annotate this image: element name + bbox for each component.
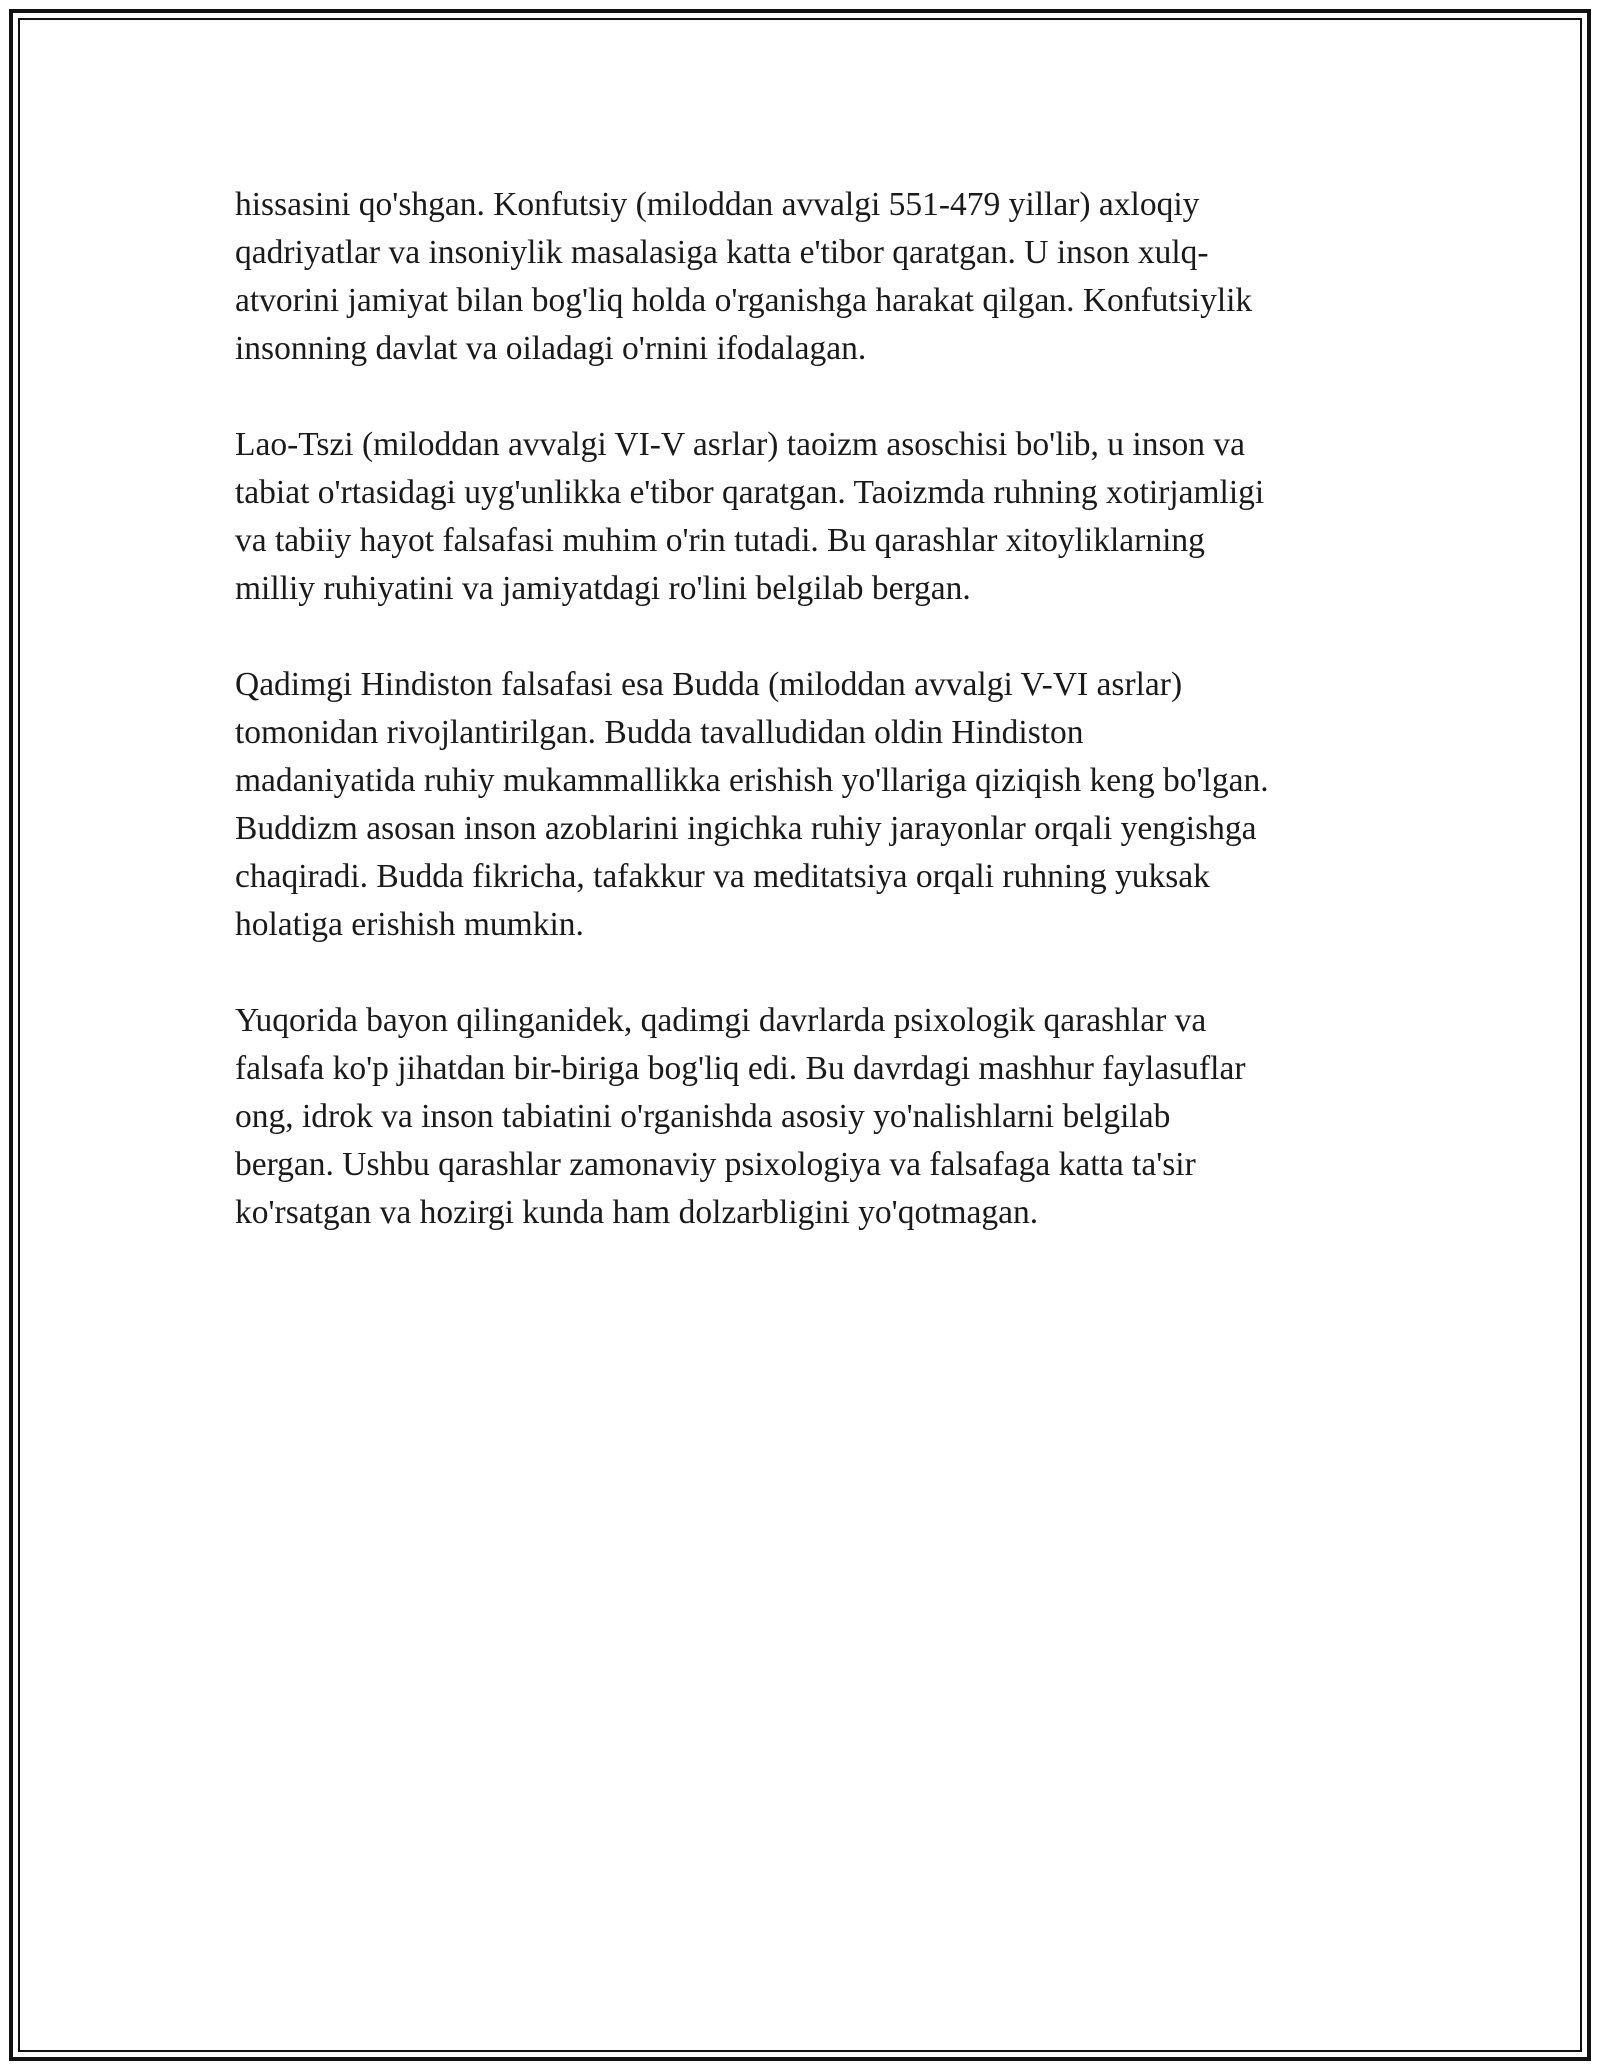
text-line: bergan. Ushbu qarashlar zamonaviy psixologiya va falsafaga katta ta'sir [235,1146,1196,1183]
text-line: ko'rsatgan va hozirgi kunda ham dolzarbligini yo'qotmagan. [235,1194,1039,1231]
text-line: tomonidan rivojlantirilgan. Budda tavalludidan oldin Hindiston [235,714,1084,751]
text-line: falsafa ko'p jihatdan bir-biriga bog'liq edi. Bu davrdagi mashhur faylasuflar [235,1050,1246,1087]
text-line: va tabiiy hayot falsafasi muhim o'rin tutadi. Bu qarashlar xitoyliklarning [235,522,1205,559]
paragraph-conclusion [235,997,1375,1237]
text-line: chaqiradi. Budda fikricha, tafakkur va meditatsiya orqali ruhning yuksak [235,858,1210,895]
text-line: qadriyatlar va insoniylik masalasiga katta e'tibor qaratgan. U inson xulq- [235,234,1209,271]
text-line: atvorini jamiyat bilan bog'liq holda o'rganishga harakat qilgan. Konfutsiylik [235,282,1253,319]
text-line: hissasini qo'shgan. Konfutsiy (miloddan avvalgi 551-479 yillar) axloqiy [235,186,1200,223]
text-line: holatiga erishish mumkin. [235,906,584,943]
text-line: Qadimgi Hindiston falsafasi esa Budda (miloddan avvalgi V-VI asrlar) [235,666,1183,703]
paragraph-budda [235,661,1375,949]
text-line: Buddizm asosan inson azoblarini ingichka ruhiy jarayonlar orqali yengishga [235,810,1257,847]
text-line: milliy ruhiyatini va jamiyatdagi ro'lini belgilab bergan. [235,570,971,607]
text-line: Lao-Tszi (miloddan avvalgi VI-V asrlar) taoizm asoschisi bo'lib, u inson va [235,426,1246,463]
text-line: insonning davlat va oiladagi o'rnini ifodalagan. [235,330,867,367]
paragraph-lao-tszi [235,421,1375,613]
paragraph-konfutsiy [235,181,1375,373]
text-line: tabiat o'rtasidagi uyg'unlikka e'tibor qaratgan. Taoizmda ruhning xotirjamligi [235,474,1265,511]
text-line: madaniyatida ruhiy mukammallikka erishish yo'llariga qiziqish keng bo'lgan. [235,762,1269,799]
document-body [235,181,1375,1285]
text-line: Yuqorida bayon qilinganidek, qadimgi davrlarda psixologik qarashlar va [235,1002,1207,1039]
text-line: ong, idrok va inson tabiatini o'rganishda asosiy yo'nalishlarni belgilab [235,1098,1171,1135]
